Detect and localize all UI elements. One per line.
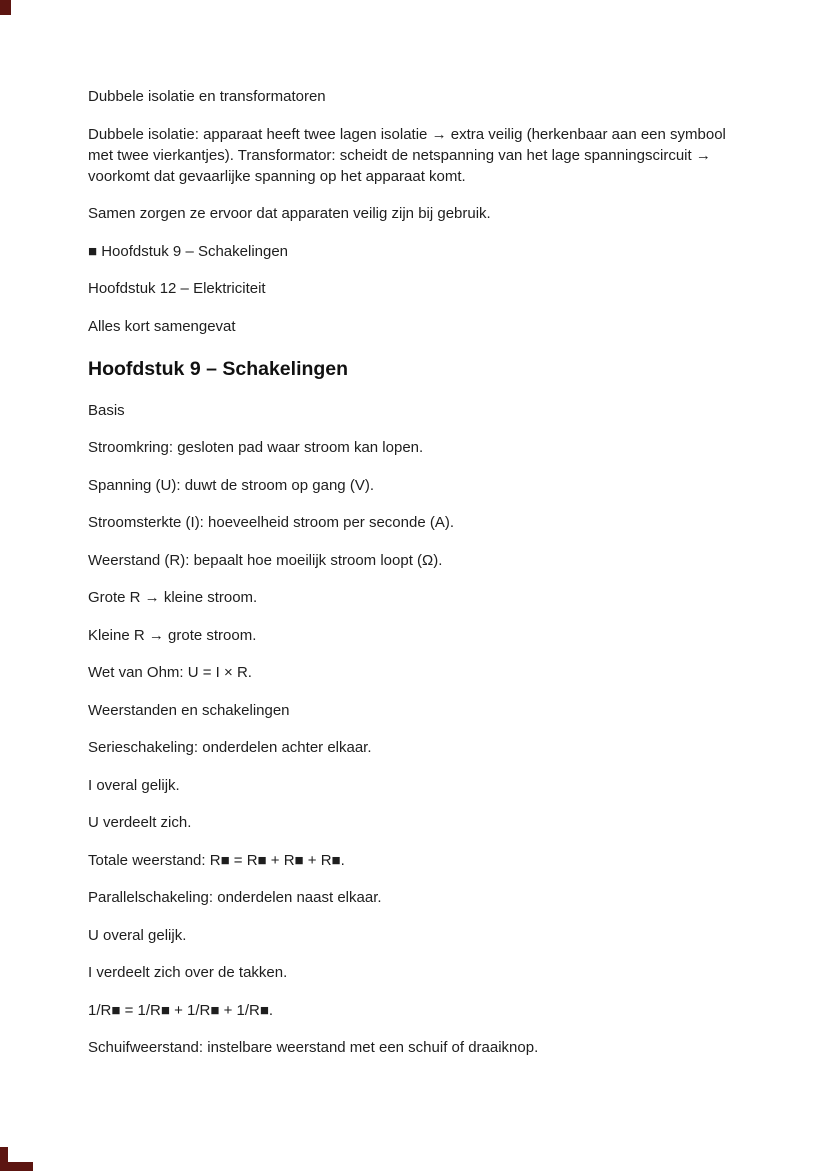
- page-content: [88, 86, 742, 1075]
- paragraph-stroomsterkte: Stroomsterkte (I): hoeveelheid stroom per seconde (A).: [88, 514, 454, 531]
- paragraph-schuifweerstand: Schuifweerstand: instelbare weerstand met een schuif of draaiknop.: [88, 1039, 539, 1056]
- scan-artifact-bottom-left-horizontal: [0, 1162, 33, 1171]
- paragraph-u-overal-gelijk: U overal gelijk.: [88, 926, 187, 944]
- paragraph-parallel-formule: 1/R■ = 1/R■ + 1/R■ + 1/R■.: [88, 1001, 274, 1019]
- paragraph-totale-weerstand-formule: Totale weerstand: R■ = R■ + R■ + R■.: [88, 851, 345, 869]
- paragraph-alles-kort-samengevat: Alles kort samengevat: [88, 317, 236, 335]
- paragraph-grote-r: Grote R → kleine stroom.: [88, 589, 258, 606]
- paragraph-kleine-r: Kleine R → grote stroom.: [88, 626, 257, 644]
- paragraph-weerstanden-en-schakelingen: Weerstanden en schakelingen: [88, 701, 290, 719]
- paragraph-u-verdeelt-zich: U verdeelt zich.: [88, 814, 192, 831]
- paragraph-weerstand: Weerstand (R): bepaalt hoe moeilijk stroom loopt (Ω).: [88, 551, 443, 569]
- paragraph-dubbele-isolatie-uitleg: Dubbele isolatie: apparaat heeft twee lagen isolatie → extra veilig (herkenbaar aan een symbool met twee vierkantjes). Transformator: scheidt de netspanning van het lage spanningscircuit → voorkomt dat gevaarlijke spanning op het apparaat komt.: [88, 125, 726, 185]
- paragraph-bullet-hoofdstuk-9: ■ Hoofdstuk 9 – Schakelingen: [88, 242, 289, 260]
- paragraph-dubbele-isolatie-title: Dubbele isolatie en transformatoren: [88, 88, 326, 105]
- paragraph-wet-van-ohm: Wet van Ohm: U = I × R.: [88, 664, 252, 681]
- paragraph-stroomkring: Stroomkring: gesloten pad waar stroom kan lopen.: [88, 439, 424, 456]
- paragraph-i-overal-gelijk: I overal gelijk.: [88, 776, 180, 794]
- paragraph-samen-zorgen: Samen zorgen ze ervoor dat apparaten veilig zijn bij gebruik.: [88, 205, 491, 222]
- section-heading-hoofdstuk-9: Hoofdstuk 9 – Schakelingen: [88, 357, 349, 380]
- paragraph-spanning: Spanning (U): duwt de stroom op gang (V).: [88, 476, 374, 494]
- paragraph-serieschakeling: Serieschakeling: onderdelen achter elkaar.: [88, 739, 372, 756]
- paragraph-i-verdeelt-zich: I verdeelt zich over de takken.: [88, 964, 288, 981]
- scan-artifact-top-left: [0, 0, 11, 15]
- paragraph-basis: Basis: [88, 401, 125, 419]
- paragraph-parallelschakeling: Parallelschakeling: onderdelen naast elkaar.: [88, 889, 382, 906]
- paragraph-hoofdstuk-12: Hoofdstuk 12 – Elektriciteit: [88, 280, 266, 297]
